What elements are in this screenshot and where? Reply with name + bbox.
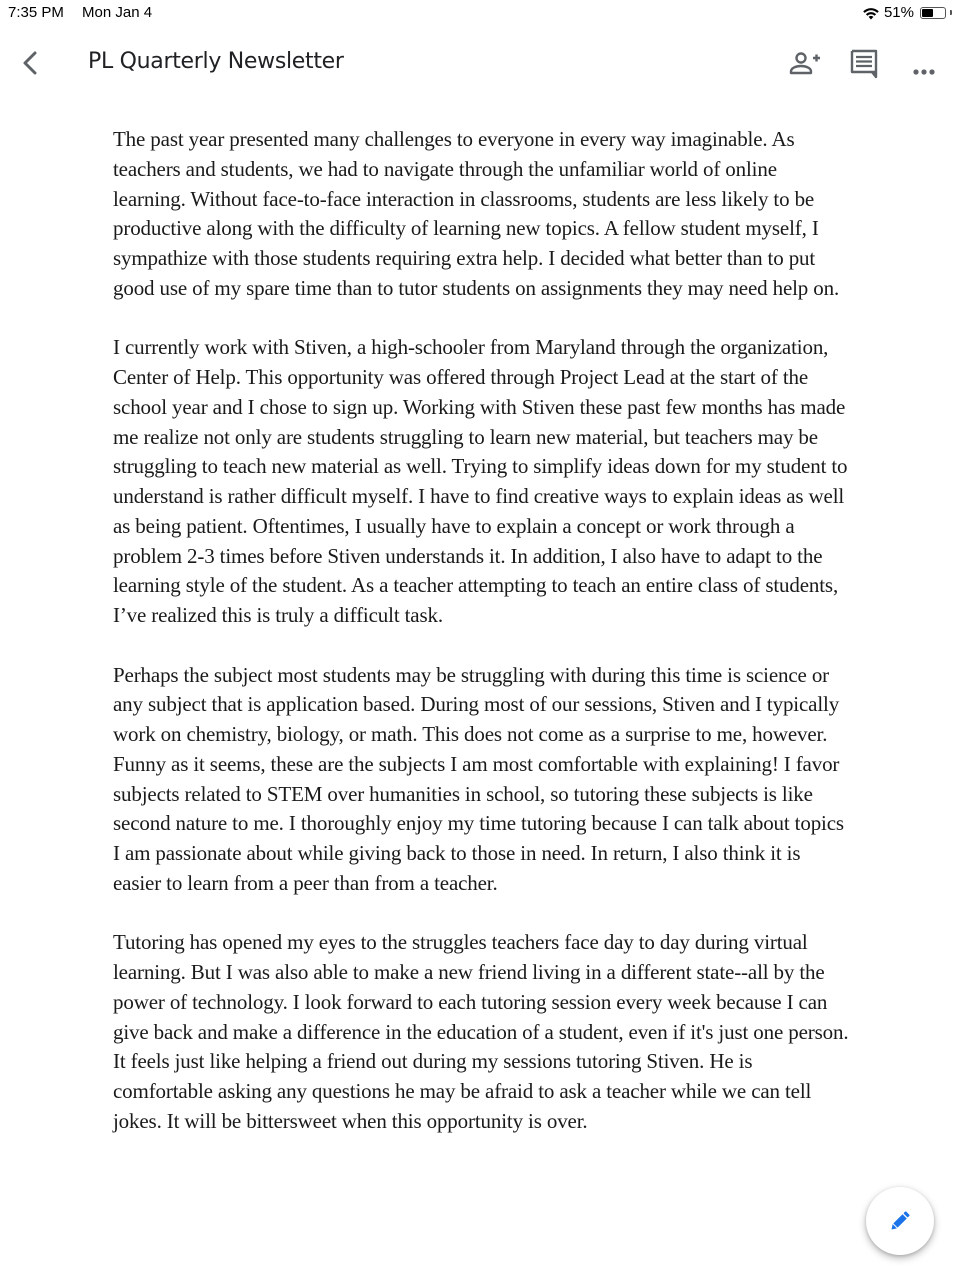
- battery-nub: [950, 10, 952, 15]
- paragraph: Tutoring has opened my eyes to the struggles teachers face day to day during virtual learning. But I was also able to make a new friend living in a different state--all by the power of technology. I look forward to each tutoring session every week because I can give back and make a difference in the education of a student, even if it's just one person. It feels just like helping a friend out during my sessions tutoring Stiven. He is comfortable asking any questions he may be afraid to ask a teacher while we can tell jokes. It will be bittersweet when this opportunity is over.: [113, 930, 849, 1133]
- more-horizontal-icon: [906, 46, 942, 82]
- paragraph: I currently work with Stiven, a high-schooler from Maryland through the organization, Center of Help. This opportunity was offered through Project Lead at the start of the school year and I chose to sign up. Working with Stiven these past few months has made me realize not only are students struggling to learn new material, but teachers may be struggling to teach new material as well. Trying to simplify ideas down for my student to understand is rather difficult myself. I have to find creative ways to explain ideas as well as being patient. Oftentimes, I usually have to explain a concept or work through a problem 2-3 times before Stiven understands it. In addition, I also have to adapt to the learning style of the student. As a teacher attempting to teach an entire class of students, I’ve realized this is truly a difficult task.: [113, 335, 848, 627]
- document-body[interactable]: [113, 125, 853, 1166]
- pencil-icon: [885, 1206, 915, 1236]
- status-bar: [0, 0, 960, 26]
- status-time: 7:35 PM: [8, 4, 64, 21]
- more-options-button[interactable]: [906, 46, 942, 82]
- app-bar: [0, 36, 960, 90]
- paragraph: The past year presented many challenges to everyone in every way imaginable. As teachers and students, we had to navigate through the unfamiliar world of online learning. Without face-to-face interaction in classrooms, students are less likely to be productive along with the difficulty of learning new topics. A fellow student myself, I sympathize with those students requiring extra help. I decided what better than to put good use of my spare time than to tutor students on assignments they may need help on.: [113, 127, 840, 300]
- status-right: [862, 4, 952, 21]
- battery-percent: 51%: [883, 4, 914, 21]
- back-button[interactable]: [14, 46, 48, 80]
- chevron-left-icon: [14, 46, 48, 80]
- edit-fab-button[interactable]: [866, 1187, 934, 1255]
- battery-icon: [920, 7, 946, 19]
- paragraph: Perhaps the subject most students may be struggling with during this time is science or any subject that is application based. During most of our sessions, Stiven and I typically work on chemistry, biology, or math. This does not come as a surprise to me, however. Funny as it seems, these are the subjects I am most comfortable with explaining! I favor subjects related to STEM over humanities in school, so tutoring these subjects is like second nature to me. I thoroughly enjoy my time tutoring because I can talk about topics I am passionate about while giving back to those in need. In return, I also think it is easier to learn from a peer than from a teacher.: [113, 662, 844, 895]
- comments-button[interactable]: [846, 46, 882, 82]
- share-button[interactable]: [786, 46, 822, 82]
- wifi-icon: [862, 6, 880, 20]
- document-title: PL Quarterly Newsletter: [88, 49, 344, 74]
- person-add-icon: [786, 46, 822, 82]
- status-date: Mon Jan 4: [82, 4, 153, 21]
- comment-icon: [846, 46, 882, 82]
- battery-level: [922, 9, 933, 17]
- status-left: [8, 4, 152, 21]
